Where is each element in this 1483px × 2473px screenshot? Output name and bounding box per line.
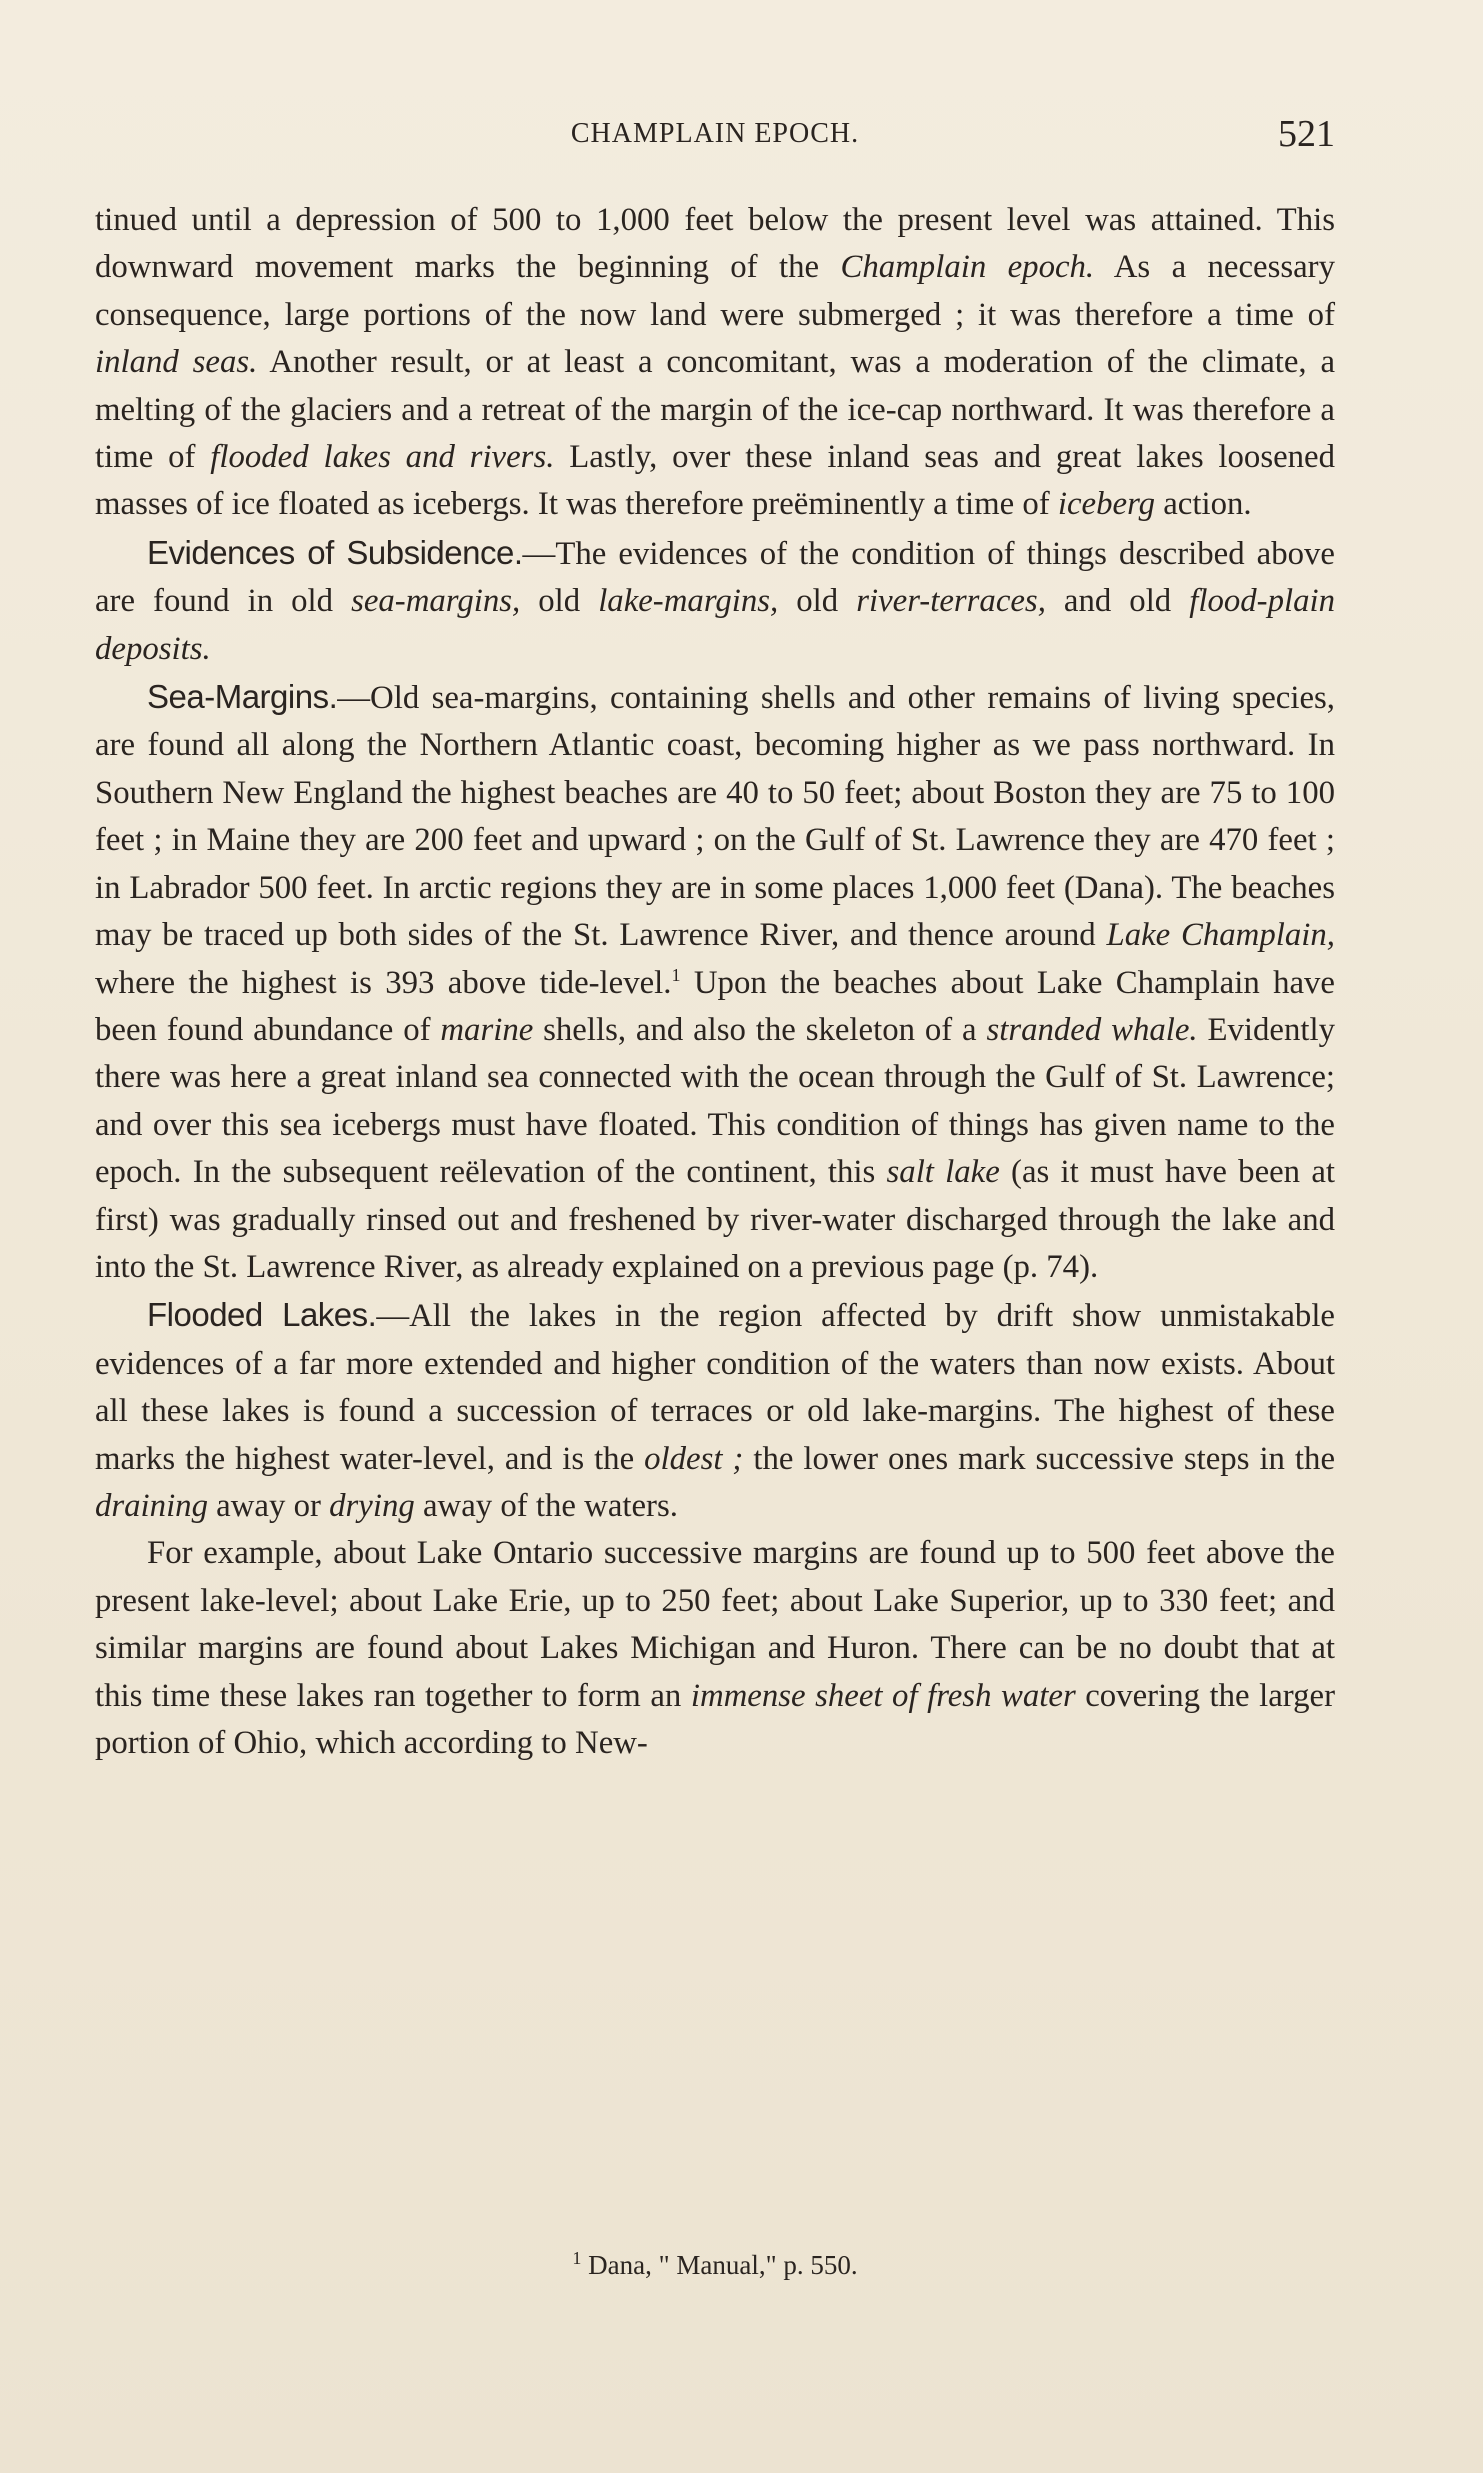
italic-term: flooded lakes and rivers. bbox=[210, 439, 555, 476]
text-run: where the highest is 393 above tide-level. bbox=[95, 964, 672, 1001]
text-run: (as it must have been at first) was gradually rinsed out and freshened by river-water discharged through the lake and into the St. Lawrence River, as already explained on a previous page (p. 74). bbox=[95, 1154, 1335, 1285]
text-run: away of the waters. bbox=[414, 1487, 678, 1524]
paragraph-example-lake-ontario bbox=[95, 1530, 1335, 1767]
italic-term: stranded whale. bbox=[986, 1011, 1198, 1048]
italic-term: drying bbox=[329, 1487, 415, 1524]
text-run: For example, about Lake Ontario successive margins are found up to 500 feet above the present lake-level; about Lake Erie, up to 250 feet; about Lake Superior, up to 330 feet; and similar margins are found about Lakes Michigan and Huron. There can be no doubt that at this time these lakes ran together to form an bbox=[95, 1535, 1335, 1714]
italic-term: river-terraces, bbox=[856, 583, 1046, 620]
text-run: —All the lakes in the region affected by drift show unmistakable evidences of a far more extended and higher condition of the waters than now exists. About all these lakes is found a succession of terraces or old lake-margins. The highest of these marks the highest water-level, and is the bbox=[95, 1298, 1335, 1477]
footnote-text: Dana, " Manual," p. 550. bbox=[581, 2250, 858, 2280]
text-run: old bbox=[520, 583, 599, 620]
paragraph-flooded-lakes bbox=[95, 1291, 1335, 1530]
paragraph-1 bbox=[95, 197, 1335, 529]
text-run: shells, and also the skeleton of a bbox=[533, 1011, 987, 1048]
text-run: the lower ones mark successive steps in the bbox=[743, 1440, 1335, 1477]
text-run: action. bbox=[1155, 486, 1252, 523]
italic-term: draining bbox=[95, 1487, 208, 1524]
text-run: As a necessary consequence, large portions of the now land were submerged ; it was therefore a time of bbox=[95, 249, 1336, 333]
italic-term: lake-margins, bbox=[598, 583, 779, 620]
text-run: Lastly, over these inland seas and great lakes loosened masses of ice floated as icebergs. It was therefore preëminently a time of bbox=[95, 439, 1335, 523]
body-text bbox=[95, 197, 1335, 1767]
text-run: —Old sea-margins, containing shells and other remains of living species, are found all along the Northern Atlantic coast, becoming higher as we pass northward. In Southern New England the highest beaches are 40 to 50 feet; about Boston they are 75 to 100 feet ; in Maine they are 200 feet and upward ; on the Gulf of St. Lawrence they are 470 feet ; in Labrador 500 feet. In arctic regions they are in some places 1,000 feet (Dana). The beaches may be traced up both sides of the St. Lawrence River, and thence around bbox=[95, 680, 1335, 954]
italic-term: flood-plain deposits. bbox=[95, 583, 1335, 667]
italic-term: salt lake bbox=[886, 1154, 1000, 1191]
footnote-marker: 1 bbox=[572, 2248, 582, 2268]
section-lead-heading: Sea-Margins. bbox=[147, 678, 338, 716]
paragraph-sea-margins bbox=[95, 673, 1335, 1291]
italic-term: Champlain epoch. bbox=[840, 249, 1095, 286]
italic-term: marine bbox=[440, 1011, 534, 1048]
italic-term: oldest ; bbox=[644, 1440, 744, 1477]
text-run: Evidently there was here a great inland sea connected with the ocean through the Gulf of St. Lawrence; and over this sea icebergs must have floated. This condition of things has given name to the epoch. In the subsequent reëlevation of the continent, this bbox=[95, 1011, 1335, 1191]
text-run: Another result, or at least a concomitant, was a moderation of the climate, a melting of the glaciers and a retreat of the margin of the ice-cap northward. It was therefore a time of bbox=[95, 344, 1336, 476]
italic-term: Lake Champlain, bbox=[1106, 917, 1335, 954]
italic-term: immense sheet of fresh water bbox=[690, 1677, 1076, 1714]
running-head: CHAMPLAIN EPOCH. bbox=[570, 118, 860, 149]
text-run: and old bbox=[1045, 583, 1190, 620]
text-run: old bbox=[778, 583, 857, 620]
footnote-reference: 1 bbox=[671, 964, 681, 985]
italic-term: iceberg bbox=[1057, 486, 1156, 523]
page-number: 521 bbox=[1278, 113, 1335, 155]
text-run: covering the larger portion of Ohio, which according to New- bbox=[95, 1677, 1336, 1761]
italic-term: inland seas. bbox=[95, 344, 258, 381]
italic-term: sea-margins, bbox=[351, 583, 521, 620]
section-lead-heading: Flooded Lakes. bbox=[147, 1296, 377, 1334]
text-run: Upon the beaches about Lake Champlain have been found abundance of bbox=[95, 964, 1335, 1048]
footnote bbox=[95, 2250, 1335, 2281]
text-run: —The evidences of the condition of things described above are found in old bbox=[95, 535, 1335, 620]
section-lead-heading: Evidences of Subsidence. bbox=[147, 533, 523, 571]
paragraph-evidences-of-subsidence bbox=[95, 529, 1335, 673]
text-run: tinued until a depression of 500 to 1,000 feet below the present level was attained. This downward movement marks the beginning of the bbox=[95, 202, 1335, 286]
page-header bbox=[95, 112, 1335, 162]
text-run: away or bbox=[207, 1487, 330, 1524]
